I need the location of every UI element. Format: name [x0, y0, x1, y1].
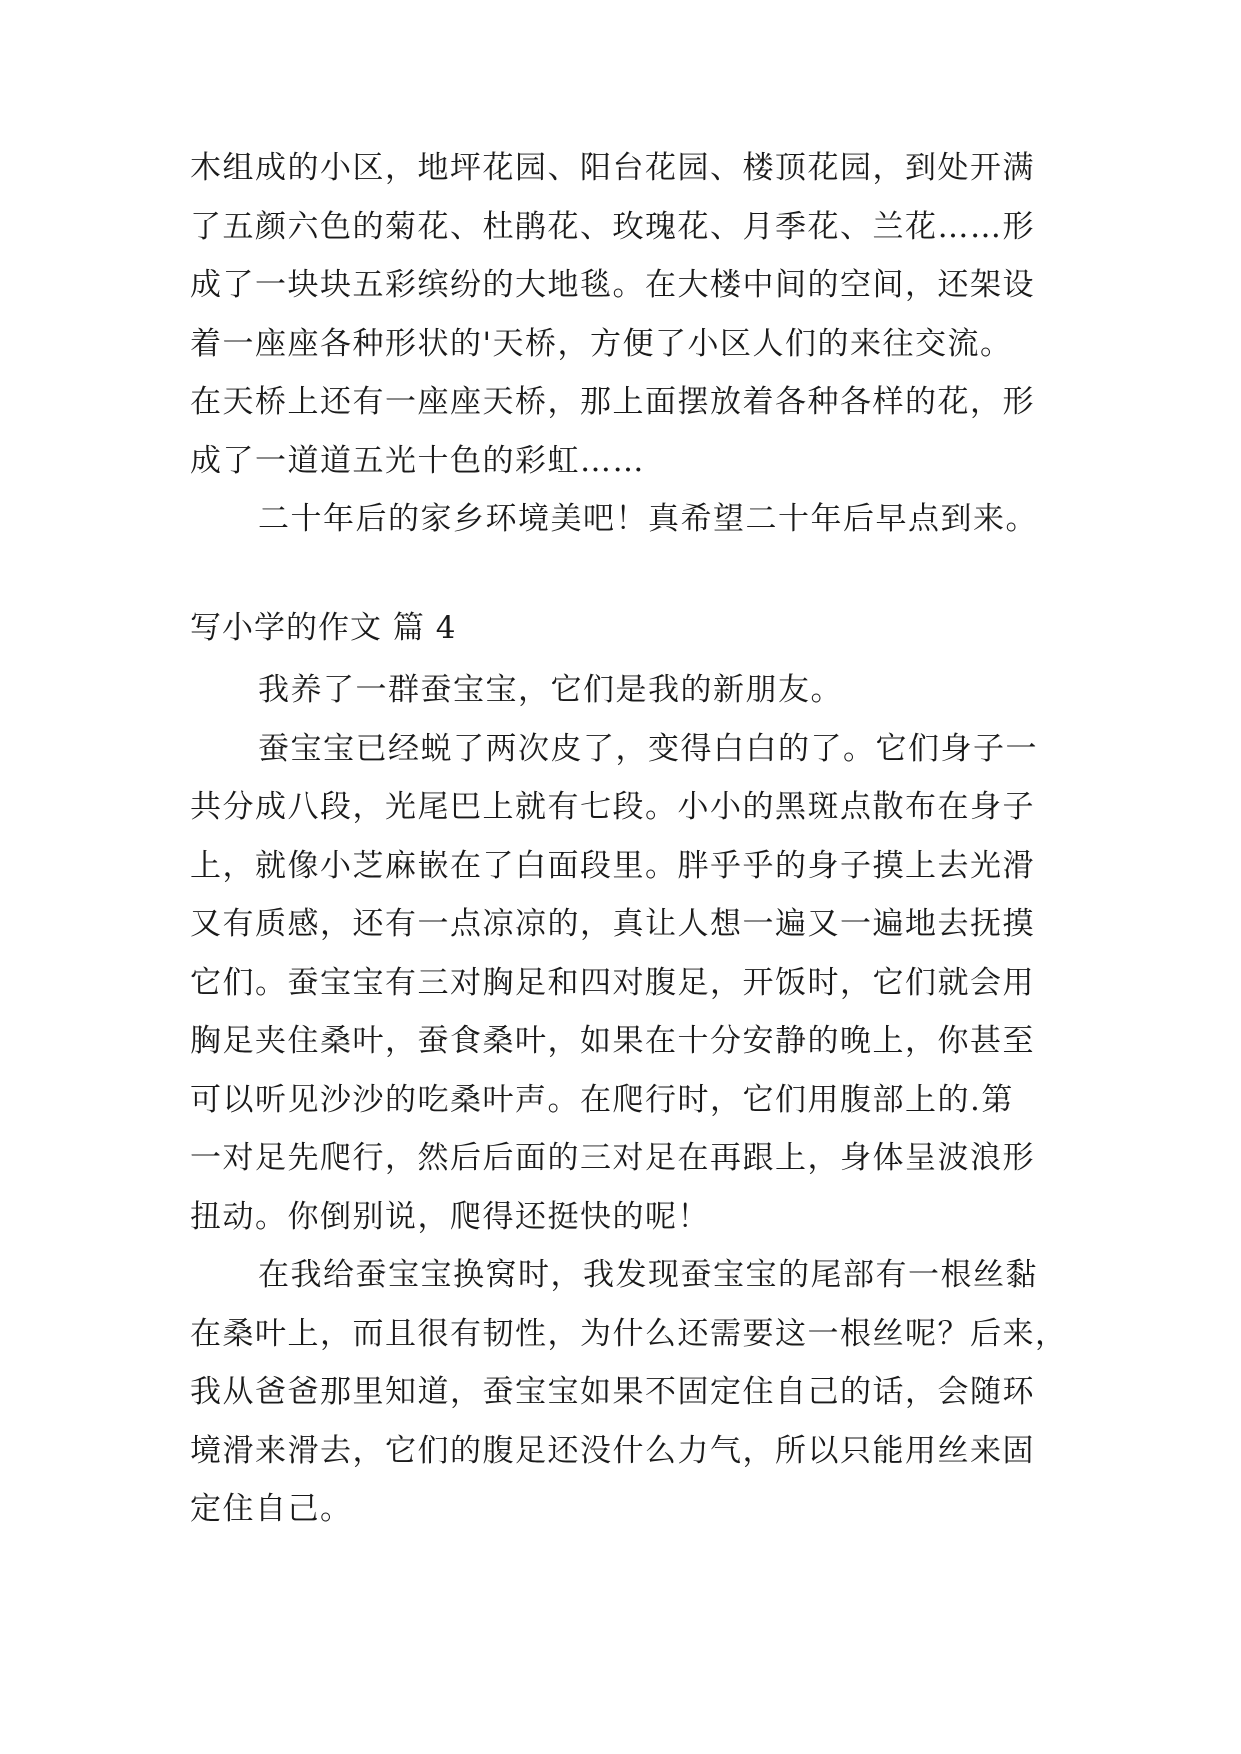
previous-essay-ending: [190, 139, 1060, 549]
closing-paragraph: 二十年后的家乡环境美吧！真希望二十年后早点到来。: [258, 501, 1038, 537]
paragraph-3-line: 境滑来滑去，它们的腹足还没什么力气，所以只能用丝来固: [190, 1432, 1035, 1469]
essay-4-body: [190, 661, 1068, 1539]
paragraph-2-line: 可以听见沙沙的吃桑叶声。在爬行时，它们用腹部上的.第: [190, 1081, 1014, 1118]
paragraph-2-line: 蚕宝宝已经蜕了两次皮了，变得白白的了。它们身子一: [258, 730, 1038, 767]
paragraph-3-line: 在桑叶上，而且很有韧性，为什么还需要这一根丝呢？后来，: [190, 1315, 1068, 1352]
text-line: 木组成的小区，地坪花园、阳台花园、楼顶花园，到处开满: [190, 150, 1035, 186]
paragraph-2-line: 它们。蚕宝宝有三对胸足和四对腹足，开饭时，它们就会用: [190, 964, 1035, 1001]
paragraph-2-line: 扭动。你倒别说，爬得还挺快的呢！: [190, 1198, 710, 1235]
paragraph-2-line: 胸足夹住桑叶，蚕食桑叶，如果在十分安静的晚上，你甚至: [190, 1023, 1035, 1059]
paragraph-2-line: 共分成八段，光尾巴上就有七段。小小的黑斑点散布在身子: [190, 789, 1035, 825]
paragraph-1: 我养了一群蚕宝宝，它们是我的新朋友。: [258, 672, 843, 708]
text-line: 了五颜六色的菊花、杜鹃花、玫瑰花、月季花、兰花……形: [190, 208, 1035, 245]
essay-title: 写小学的作文 篇 4: [190, 610, 457, 646]
text-line: 着一座座各种形状的'天桥，方便了小区人们的来往交流。: [190, 325, 1013, 362]
paragraph-3-line: 在我给蚕宝宝换窝时，我发现蚕宝宝的尾部有一根丝黏: [258, 1257, 1038, 1293]
text-line: 成了一块块五彩缤纷的大地毯。在大楼中间的空间，还架设: [190, 267, 1035, 303]
paragraph-3-line: 定住自己。: [190, 1491, 353, 1527]
paragraph-2-line: 一对足先爬行，然后后面的三对足在再跟上，身体呈波浪形: [190, 1140, 1035, 1176]
text-line: 在天桥上还有一座座天桥，那上面摆放着各种各样的花，形: [190, 384, 1035, 420]
paragraph-2-line: 上，就像小芝麻嵌在了白面段里。胖乎乎的身子摸上去光滑: [190, 847, 1035, 884]
paragraph-3-line: 我从爸爸那里知道，蚕宝宝如果不固定住自己的话，会随环: [190, 1374, 1035, 1410]
paragraph-2-line: 又有质感，还有一点凉凉的，真让人想一遍又一遍地去抚摸: [190, 906, 1035, 942]
text-line: 成了一道道五光十色的彩虹……: [190, 442, 645, 479]
